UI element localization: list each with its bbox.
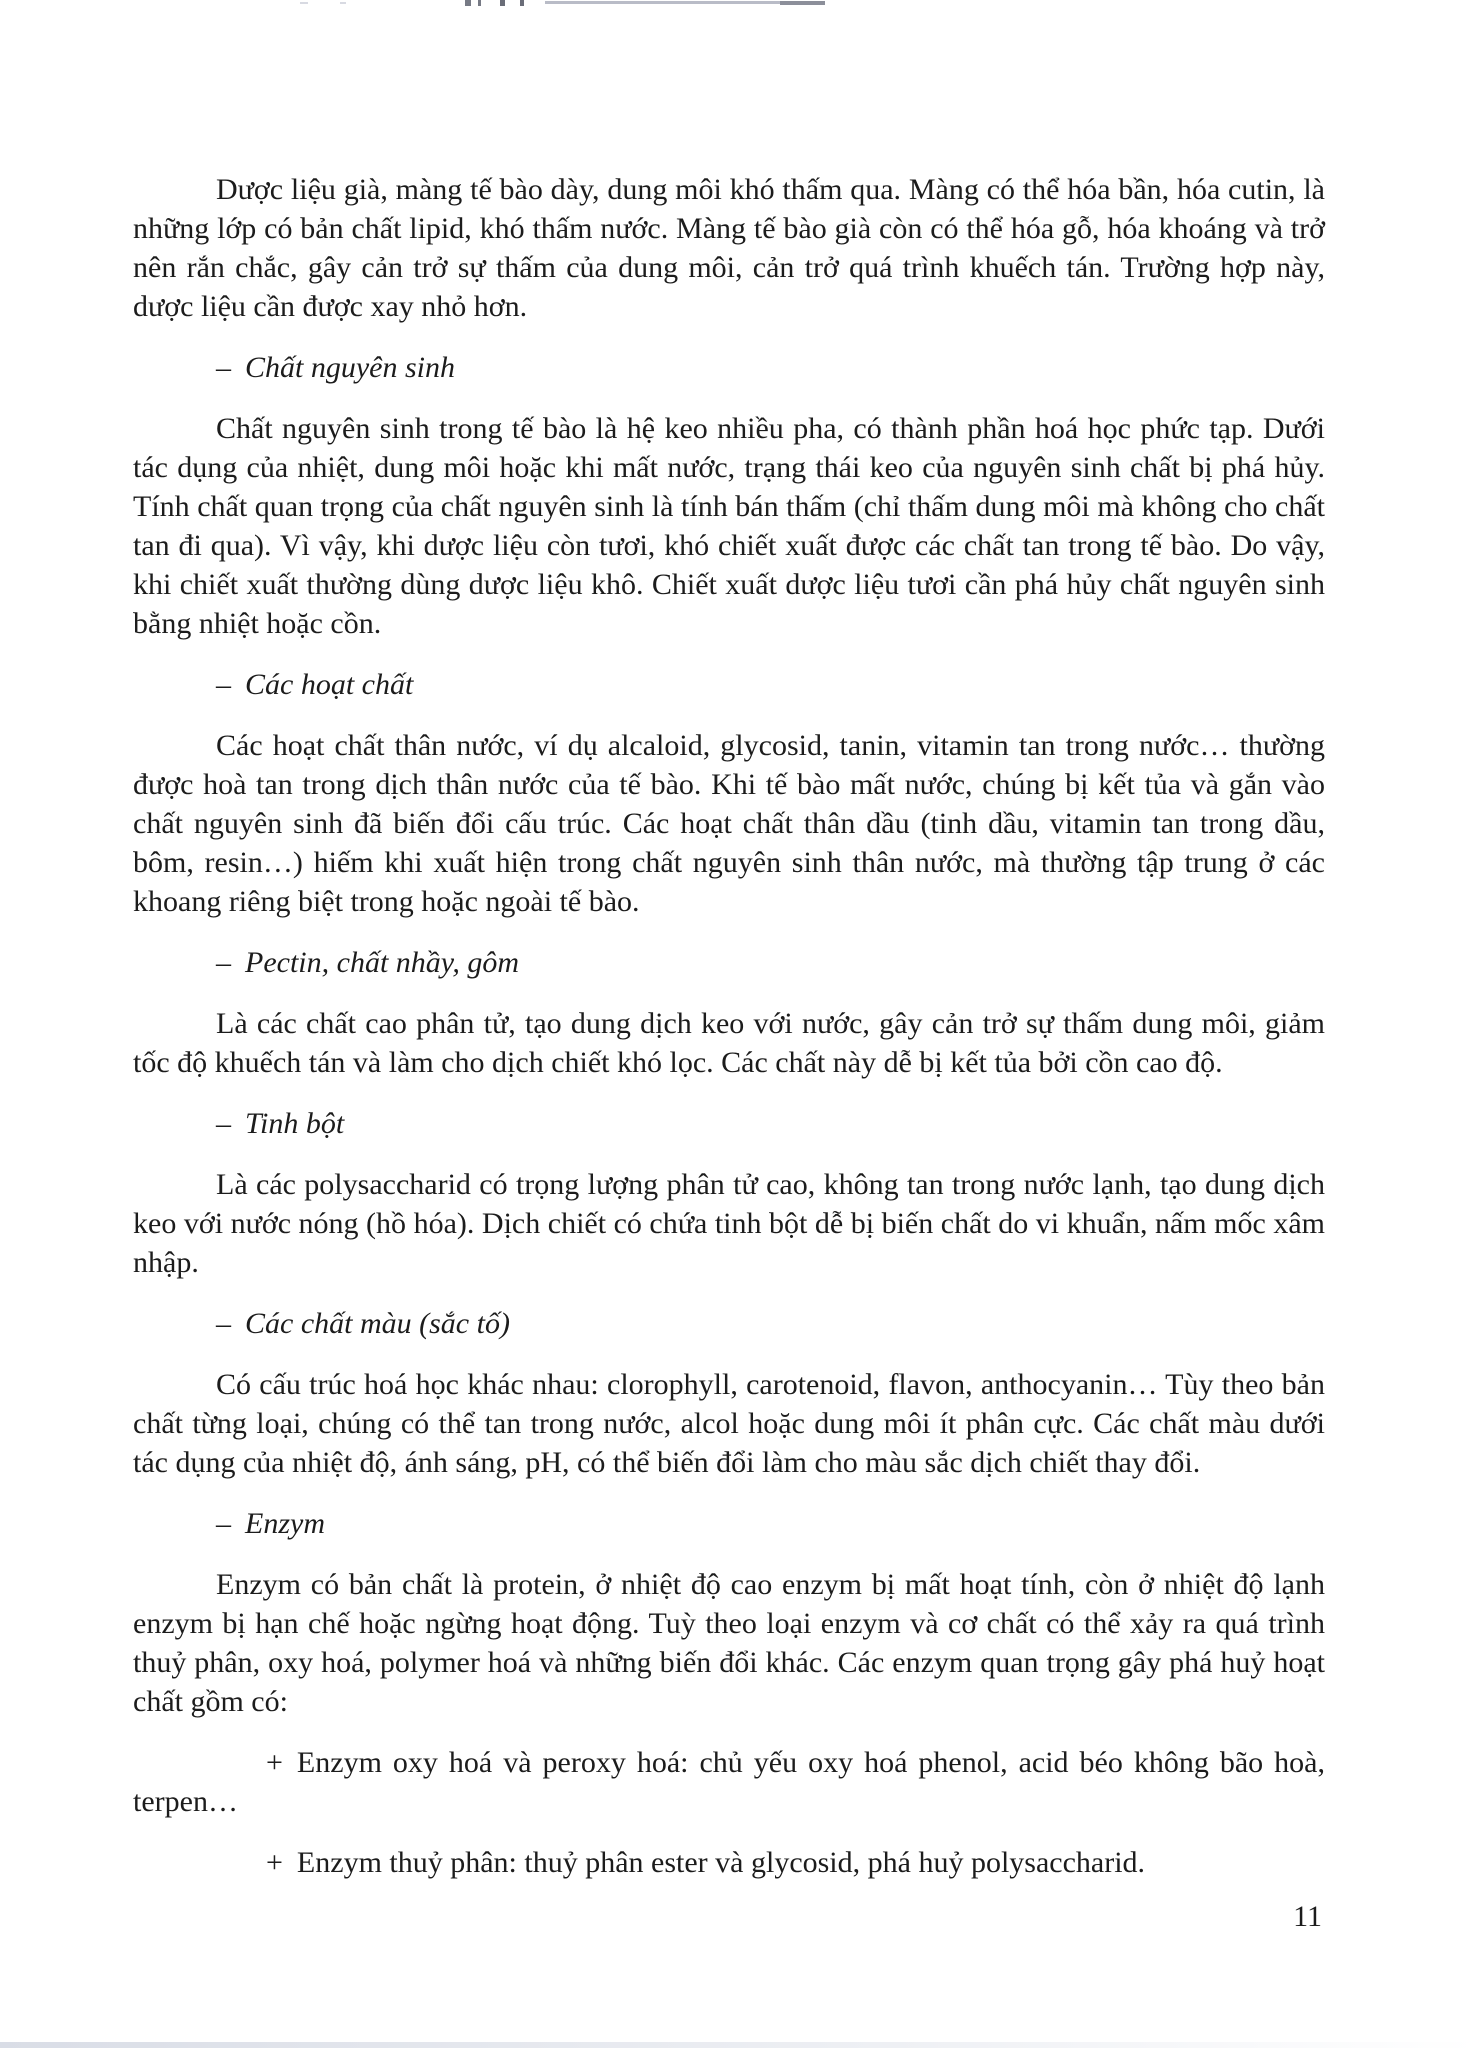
heading-text: Chất nguyên sinh [245,351,455,384]
scan-artifact-top [0,0,1478,10]
bullet-text: Enzym thuỷ phân: thuỷ phân ester và glycosid, phá huỷ polysaccharid. [296,1846,1146,1879]
heading-dash: – [216,351,231,384]
paragraph: Chất nguyên sinh trong tế bào là hệ keo nhiều pha, có thành phần hoá học phức tạp. Dưới tác dụng của nhiệt, dung môi hoặc khi mất nước, trạng thái keo của nguyên sinh chất bị phá hủy. Tính chất quan trọng của chất nguyên sinh là tính bán thấm (chỉ thấm dung môi mà không cho chất tan đi qua). Vì vậy, khi dược liệu còn tươi, khó chiết xuất được các chất tan trong tế bào. Do vậy, khi chiết xuất thường dùng dược liệu khô. Chiết xuất dược liệu tươi cần phá hủy chất nguyên sinh bằng nhiệt hoặc cồn. [133,412,1325,640]
heading-dash: – [216,1507,231,1540]
heading-dash: – [216,1307,231,1340]
paragraph: Các hoạt chất thân nước, ví dụ alcaloid, glycosid, tanin, vitamin tan trong nước… thường được hoà tan trong dịch thân nước của tế bào. Khi tế bào mất nước, chúng bị kết tủa và gắn vào chất nguyên sinh đã biến đổi cấu trúc. Các hoạt chất thân dầu (tinh dầu, vitamin tan trong dầu, bôm, resin…) hiếm khi xuất hiện trong chất nguyên sinh thân nước, mà thường tập trung ở các khoang riêng biệt trong hoặc ngoài tế bào. [133,729,1325,918]
heading-text: Enzym [245,1507,325,1540]
paragraph: Là các chất cao phân tử, tạo dung dịch keo với nước, gây cản trở sự thấm dung môi, giảm tốc độ khuếch tán và làm cho dịch chiết khó lọc. Các chất này dễ bị kết tủa bởi cồn cao độ. [133,1007,1325,1079]
bullet-item [133,1843,1325,1882]
heading-dash: – [216,668,231,701]
paragraph: Có cấu trúc hoá học khác nhau: clorophyll, carotenoid, flavon, anthocyanin… Tùy theo bản chất từng loại, chúng có thể tan trong nước, alcol hoặc dung môi ít phân cực. Các chất màu dưới tác dụng của nhiệt độ, ánh sáng, pH, có thể biến đổi làm cho màu sắc dịch chiết thay đổi. [133,1368,1325,1479]
scan-artifact-bottom [0,2042,1478,2048]
section-heading [216,348,1325,387]
paragraph: Enzym có bản chất là protein, ở nhiệt độ cao enzym bị mất hoạt tính, còn ở nhiệt độ lạnh enzym bị hạn chế hoặc ngừng hoạt động. Tuỳ theo loại enzym và cơ chất có thể xảy ra quá trình thuỷ phân, oxy hoá, polymer hoá và những biến đổi khác. Các enzym quan trọng gây phá huỷ hoạt chất gồm có: [133,1568,1325,1718]
section-heading [216,665,1325,704]
heading-text: Pectin, chất nhầy, gôm [245,946,520,979]
heading-text: Tinh bột [245,1107,345,1140]
heading-text: Các hoạt chất [245,668,414,701]
bullet-marker: + [266,1746,283,1779]
section-heading [216,1104,1325,1143]
document-page [133,170,1325,1904]
paragraph: Là các polysaccharid có trọng lượng phân tử cao, không tan trong nước lạnh, tạo dung dịch keo với nước nóng (hồ hóa). Dịch chiết có chứa tinh bột dễ bị biến chất do vi khuẩn, nấm mốc xâm nhập. [133,1168,1325,1279]
bullet-marker: + [266,1846,283,1879]
paragraph: Dược liệu già, màng tế bào dày, dung môi khó thấm qua. Màng có thể hóa bần, hóa cutin, là những lớp có bản chất lipid, khó thấm nước. Màng tế bào già còn có thể hóa gỗ, hóa khoáng và trở nên rắn chắc, gây cản trở sự thấm của dung môi, cản trở quá trình khuếch tán. Trường hợp này, dược liệu cần được xay nhỏ hơn. [133,173,1325,323]
heading-text: Các chất màu (sắc tố) [245,1307,510,1340]
page-number: 11 [1293,1900,1322,1933]
section-heading [216,1504,1325,1543]
heading-dash: – [216,1107,231,1140]
section-heading [216,943,1325,982]
bullet-text: Enzym oxy hoá và peroxy hoá: chủ yếu oxy hoá phenol, acid béo không bão hoà, terpen… [133,1746,1325,1818]
bullet-item [133,1743,1325,1821]
section-heading [216,1304,1325,1343]
heading-dash: – [216,946,231,979]
